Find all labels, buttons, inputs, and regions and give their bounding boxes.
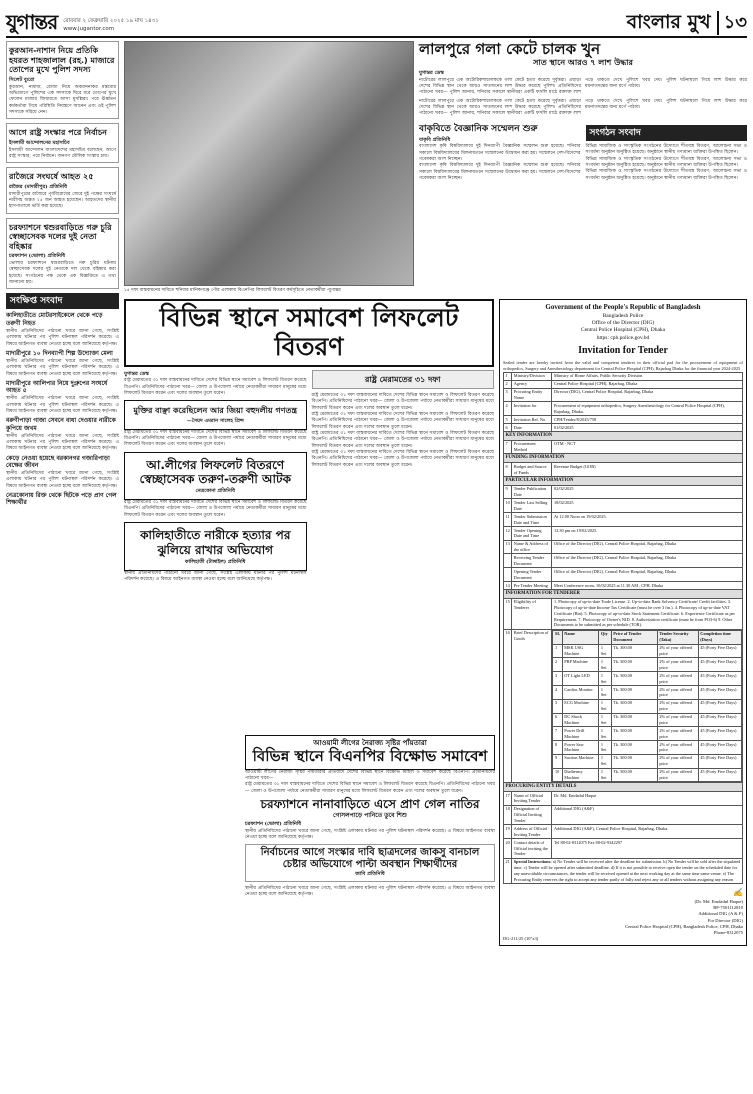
cell: 18	[504, 805, 512, 825]
kicker: আওয়ামী লীগের নৈরাজ্য সৃষ্টির পাঁয়তারা	[313, 739, 427, 747]
cell: 2% of your offered price	[657, 644, 698, 658]
photo-caption: ১৫ দফা বাস্তবায়নের দাবিতে শনিবার মানিকগঞ্জে পৌর এলাকায় বিএনপির লিফলেট বিতরণ কর্মসূচিতে নেতাকর্মীরা -যুগান্তর	[124, 288, 341, 293]
article-charfashion	[6, 218, 119, 290]
cell: 1 Set	[599, 741, 611, 755]
cell: CPH/Tender/8/2025/758	[552, 416, 743, 424]
cell: Name of Official Inviting Tender	[512, 792, 552, 806]
cell: 1. Photocopy of up-to-date Trade License. 2. Up-to-date Bank Solvency Certificate/ Credit facilities. 3. Photocopy of up-to-date Income Tax Certificate (must be over 3 fin.). 4. Photocopy of up-to-date VAT Certificate (Bin). 5. Photocopy of up-to-date Stock Statement Certificate. 6. Experience Certificate as per Requirement. 7. Photocopy of Owner's NID. 8. Authorization certificate (must be from PO3-6) 9. Other Documents to be submitted as per schedule (TOR).	[552, 598, 743, 629]
table-row	[553, 672, 742, 686]
banner-bnp-leaflet	[124, 299, 494, 367]
headline: আ.লীগের লিফলেট বিতরণে স্বেচ্ছাসেবক তরুণ-তরুণী আটক	[139, 457, 291, 487]
section-funding: FUNDING INFORMATION	[504, 454, 743, 463]
cell: Invitation for	[512, 402, 552, 416]
table-row	[504, 825, 743, 839]
headline: আগে রাষ্ট্র সংস্কার পরে নির্বাচন	[9, 128, 107, 138]
cell: Office of the Director (DIG), Central Police Hospital, Rajarbag, Dhaka	[552, 568, 743, 582]
table-row	[504, 372, 743, 380]
article-jakshu	[245, 844, 495, 882]
article-shahjalal	[6, 41, 119, 119]
brief-body: স্থানীয় প্রতিনিধিদের পাঠানো খবরে জানা গেছে, সংশ্লিষ্ট এলাকায় ঘটনার পর পুলিশ ঘটনাস্থল পরিদর্শন করেছে। এ বিষয়ে আইনগত ব্যবস্থা নেওয়া হচ্ছে বলে জানিয়েছে কর্তৃপক্ষ।	[6, 328, 119, 347]
article-body: নাটোরের লালপুরে এক অটোরিকশাচালককে গলা কেটে হত্যা করেছে দুর্বৃত্তরা। এছাড়া দেশের বিভিন্ন স্থান থেকে আরও সাতজনের লাশ উদ্ধার করেছে পুলিশ। প্রতিনিধিদের পাঠানো খবর— পুলিশ জানায়, শনিবার সকালে স্থানীয়রা একটি ফসলি মাঠে রক্তাক্ত লাশ পড়ে থাকতে দেখে পুলিশে খবর দেয়। পুলিশ ঘটনাস্থলে গিয়ে লাশ উদ্ধার করে ময়নাতদন্তের জন্য মর্গে পাঠায়।	[419, 98, 747, 117]
article-body: স্থানীয় প্রতিনিধিদের পাঠানো খবরে জানা গেছে, সংশ্লিষ্ট এলাকায় ঘটনার পর পুলিশ ঘটনাস্থল পরিদর্শন করেছে। এ বিষয়ে আইনগত ব্যবস্থা নেওয়া হচ্ছে বলে জানিয়েছে কর্তৃপক্ষ।	[124, 570, 307, 582]
table-row	[504, 440, 743, 454]
cell: 1 Set	[599, 658, 611, 672]
masthead	[6, 4, 747, 38]
cell: Tk. 300.00	[611, 768, 657, 782]
cell	[552, 629, 743, 783]
cell: 21	[504, 858, 512, 883]
cell: 45 (Forty Five Days)	[698, 754, 741, 768]
headline: কালিহাতীতে নারীকে হত্যার পর ঝুলিয়ে রাখার অভিযোগ	[140, 528, 291, 557]
lead-photo	[124, 41, 414, 286]
signatory-name: (Dr. Md. Emdadul Haque)	[694, 898, 743, 904]
table-row	[504, 380, 743, 388]
tender-dept: Bangladesh Police	[602, 312, 644, 319]
headline: রাজৈরে সংঘর্ষে আহত ২৫	[9, 172, 94, 182]
cell: Procurement Method	[512, 440, 552, 454]
table-row	[504, 568, 743, 582]
goods-header: Qty	[599, 630, 611, 644]
cell: 4	[553, 685, 562, 699]
cell: Tender Submission Date and Time	[512, 513, 552, 527]
cell: 9	[504, 485, 512, 499]
cell: 45 (Forty Five Days)	[698, 713, 741, 727]
article-body: রাষ্ট্র মেরামতের ৩১ দফা বাস্তবায়নের দাবিতে দেশের বিভিন্ন স্থানে সমাবেশ ও লিফলেট বিতরণ করেছে বিএনপি। প্রতিনিধিদের পাঠানো খবর— জেলা ও উপজেলা পর্যায়ে নেতাকর্মীরা সাধারণ মানুষের মধ্যে লিফলেট বিতরণ করেন এবং দলের অবস্থান তুলে ধরেন।	[245, 782, 495, 794]
article-body: রাষ্ট্র মেরামতের ৩১ দফা বাস্তবায়নের দাবিতে দেশের বিভিন্ন স্থানে সমাবেশ ও লিফলেট বিতরণ করেছে বিএনপি। প্রতিনিধিদের পাঠানো খবর— জেলা ও উপজেলা পর্যায়ে নেতাকর্মীরা সাধারণ মানুষের মধ্যে লিফলেট বিতরণ করেন এবং দলের অবস্থান তুলে ধরেন।	[311, 450, 494, 468]
goods-header: Price of Tender Document	[611, 630, 657, 644]
article-body: স্থানীয় প্রতিনিধিদের পাঠানো খবরে জানা গেছে, সংশ্লিষ্ট এলাকায় ঘটনার পর পুলিশ ঘটনাস্থল পরিদর্শন করেছে। এ বিষয়ে আইনগত ব্যবস্থা নেওয়া হচ্ছে বলে জানিয়েছে কর্তৃপক্ষ।	[245, 886, 495, 898]
cell: 2	[504, 380, 512, 388]
article-body: বাংলাদেশ কৃষি বিশ্ববিদ্যালয়ে দুই দিনব্যাপী বৈজ্ঞানিক সম্মেলন শুরু হয়েছে। শনিবার সকালে বিশ্ববিদ্যালয়ের মিলনায়তনে সম্মেলনের উদ্বোধন করা হয়। সম্মেলনে দেশ-বিদেশের গবেষকরা অংশ নিচ্ছেন।	[419, 163, 581, 181]
cell: Tk. 300.00	[611, 658, 657, 672]
brief-body: স্থানীয় প্রতিনিধিদের পাঠানো খবরে জানা গেছে, সংশ্লিষ্ট এলাকায় ঘটনার পর পুলিশ ঘটনাস্থল পরিদর্শন করেছে। এ বিষয়ে আইনগত ব্যবস্থা নেওয়া হচ্ছে বলে জানিয়েছে কর্তৃপক্ষ।	[6, 396, 119, 415]
tender-notice	[499, 299, 747, 946]
byline: সিলেট ব্যুরো	[9, 76, 35, 83]
table-row	[553, 768, 742, 782]
cell: 7	[553, 727, 562, 741]
section-title: বাংলার মুখ	[626, 11, 711, 34]
cell: Additional DIG (A&F)	[552, 805, 743, 825]
masthead-info	[63, 18, 626, 36]
cell: Meet Conference room, 10/02/2025 at 11.30 AM , CPH, Dhaka	[552, 582, 743, 590]
cell: 16	[504, 629, 512, 783]
brief-headline: মাদারীপুরে আলিপার নিয়ে দুগ্রুপের সংঘর্ষে আহত ৫	[6, 380, 108, 395]
headline-charfashion-child: চরফ্যাশনে নানাবাড়িতে এসে প্রাণ গেল নাতির	[260, 797, 480, 811]
cell: 2% of your offered price	[657, 685, 698, 699]
banner-bnp-protest	[245, 735, 495, 770]
ad-code: DG-211/25 (10"x3)	[503, 936, 539, 942]
brief-body: স্থানীয় প্রতিনিধিদের পাঠানো খবরে জানা গেছে, সংশ্লিষ্ট এলাকায় ঘটনার পর পুলিশ ঘটনাস্থল পরিদর্শন করেছে। এ বিষয়ে আইনগত ব্যবস্থা নেওয়া হচ্ছে বলে জানিয়েছে কর্তৃপক্ষ।	[6, 359, 119, 377]
quote-author: —সৈয়দ এমরান সালেহ প্রিন্স	[186, 417, 244, 424]
headline: লালপুরে গলা কেটে চালক খুন	[419, 40, 601, 58]
cell: MSK USG Machine	[562, 644, 599, 658]
cell: 17	[504, 792, 512, 806]
table-row	[553, 644, 742, 658]
box-headline: রাষ্ট্র মেরামতের ৩১ দফা	[365, 374, 441, 384]
table-row	[504, 402, 743, 416]
headline: কুরআন-নাশান নিয়ে প্রতিকি হযরত শাহজালাল (রহ.) মাজারে তোপের মুখে পুলিশ সদস্য	[9, 46, 115, 75]
article-sanskar	[6, 123, 119, 163]
brief-news-title: সংক্ষিপ্ত সংবাদ	[6, 293, 119, 309]
article-body: রাষ্ট্র মেরামতের ৩১ দফা বাস্তবায়নের দাবিতে দেশের বিভিন্ন স্থানে সমাবেশ ও লিফলেট বিতরণ করেছে বিএনপি। প্রতিনিধিদের পাঠানো খবর— জেলা ও উপজেলা পর্যায়ে নেতাকর্মীরা সাধারণ মানুষের মধ্যে লিফলেট বিতরণ করেন এবং দলের অবস্থান তুলে ধরেন।	[124, 500, 307, 518]
cell: 45 (Forty Five Days)	[698, 644, 741, 658]
cell: Cardiac Monitor	[562, 685, 599, 699]
cell: 45 (Forty Five Days)	[698, 741, 741, 755]
table-row	[504, 554, 743, 568]
cell: Director (DIG), Central Police Hospital, Rajarbag, Dhaka	[552, 388, 743, 402]
cell: 6	[504, 424, 512, 432]
goods-header: Tender Security (Taka)	[657, 630, 698, 644]
byline: যুগান্তর ডেস্ক	[124, 370, 149, 377]
article-body: বিভিন্ন সামাজিক ও সাংস্কৃতিক সংগঠনের উদ্যোগে শীতবস্ত্র বিতরণ, আলোচনা সভা ও সংবর্ধনা অনুষ্ঠান অনুষ্ঠিত হয়েছে। অনুষ্ঠানে স্থানীয় গণ্যমান্য ব্যক্তিরা উপস্থিত ছিলেন।	[585, 169, 747, 181]
cell: 15	[504, 598, 512, 629]
tender-website[interactable]: https: cph.police.gov.bd	[596, 334, 650, 341]
section-tenderer: INFORMATION FOR TENDERER	[504, 590, 743, 599]
table-row	[504, 805, 743, 825]
cell: Tk. 300.00	[611, 754, 657, 768]
cell: 12	[504, 526, 512, 540]
left-column	[6, 41, 119, 946]
table-row	[504, 526, 743, 540]
cell: 4	[504, 402, 512, 416]
cell: Tender Last Selling Date	[512, 499, 552, 513]
table-row	[553, 741, 742, 755]
cell: 12.30 pm on 19/02/2025.	[552, 526, 743, 540]
cell: Power Saw Machine	[562, 741, 599, 755]
cell: Pre Tender Meeting	[512, 582, 552, 590]
cell: 02/02/2025	[552, 485, 743, 499]
organization-news	[586, 122, 748, 183]
cell: PRP Machine	[562, 658, 599, 672]
cell: 1 Set	[599, 768, 611, 782]
article-body: রাষ্ট্র মেরামতের ৩১ দফা বাস্তবায়নের দাবিতে দেশের বিভিন্ন স্থানে সমাবেশ ও লিফলেট বিতরণ করেছে বিএনপি। প্রতিনিধিদের পাঠানো খবর— জেলা ও উপজেলা পর্যায়ে নেতাকর্মীরা সাধারণ মানুষের মধ্যে লিফলেট বিতরণ করেন এবং দলের অবস্থান তুলে ধরেন।	[311, 412, 494, 430]
cell: Budget and Source of Funds	[512, 463, 552, 477]
issue-date: রোববার ২ ফেব্রুয়ারি ২০২৫ ১৯ মাঘ ১৪৩১	[63, 18, 159, 25]
cell: 1	[553, 644, 562, 658]
section-particular: PARTICULAR INFORMATION	[504, 476, 743, 485]
cell: 2% of your offered price	[657, 741, 698, 755]
cell	[512, 858, 743, 883]
signatory-title: Additional DIG (A & F)	[698, 911, 743, 917]
cell: 01/02/2025	[552, 424, 743, 432]
box-31-points	[312, 370, 495, 390]
cell: 5	[553, 699, 562, 713]
tender-title: Invitation for Tender	[578, 345, 668, 357]
article-bau	[419, 122, 581, 183]
cell: 45 (Forty Five Days)	[698, 768, 741, 782]
article-body: রাষ্ট্র মেরামতের ৩১ দফা বাস্তবায়নের দাবিতে দেশের বিভিন্ন স্থানে সমাবেশ ও লিফলেট বিতরণ করেছে বিএনপি। প্রতিনিধিদের পাঠানো খবর— জেলা ও উপজেলা পর্যায়ে নেতাকর্মীরা সাধারণ মানুষের মধ্যে লিফলেট বিতরণ করেন এবং দলের অবস্থান তুলে ধরেন।	[124, 378, 307, 396]
special-instructions: a) No Tender will be received after the deadline for submission. b) No Tender will be sold after the stipulated time. c) Tender will be opened after submitted deadline. d) If it is not possible to receive open the tender on the scheduled date for any unavoidable circumstances, the tender will be received opened at the next working day at the same time same venue. e) The Procuring Entity reserves the right to accept any tender partly of fully and reject any or all tenders without assigning any reason	[513, 859, 741, 882]
article-body: স্থানীয় প্রতিনিধিদের পাঠানো খবরে জানা গেছে, সংশ্লিষ্ট এলাকায় ঘটনার পর পুলিশ ঘটনাস্থল পরিদর্শন করেছে। এ বিষয়ে আইনগত ব্যবস্থা নেওয়া হচ্ছে বলে জানিয়েছে কর্তৃপক্ষ।	[245, 828, 495, 840]
cell: 8	[553, 741, 562, 755]
cell: Name & Address of the office	[512, 540, 552, 554]
page-number: ১৩	[717, 11, 747, 35]
cell: 45 (Forty Five Days)	[698, 658, 741, 672]
article-body: নাটোরের লালপুরে এক অটোরিকশাচালককে গলা কেটে হত্যা করেছে দুর্বৃত্তরা। এছাড়া দেশের বিভিন্ন স্থান থেকে আরও সাতজনের লাশ উদ্ধার করেছে পুলিশ। প্রতিনিধিদের পাঠানো খবর— পুলিশ জানায়, শনিবার সকালে স্থানীয়রা একটি ফসলি মাঠে রক্তাক্ত লাশ পড়ে থাকতে দেখে পুলিশে খবর দেয়। পুলিশ ঘটনাস্থলে গিয়ে লাশ উদ্ধার করে ময়নাতদন্তের জন্য মর্গে পাঠায়।	[419, 77, 747, 96]
cell: Revenue Budget (GOB)	[552, 463, 743, 477]
table-row	[504, 485, 743, 499]
table-row	[553, 713, 742, 727]
cell: Diathermy Machine	[562, 768, 599, 782]
cell: Tk. 300.00	[611, 727, 657, 741]
cell: Ministry of Home Affairs, Public Security Division	[552, 372, 743, 380]
cell: 45 (Forty Five Days)	[698, 699, 741, 713]
byline: চরফ্যাশন (ভোলা) প্রতিনিধি	[9, 253, 66, 260]
cell	[504, 554, 512, 568]
article-body: রাষ্ট্র মেরামতের ৩১ দফা বাস্তবায়নের দাবিতে দেশের বিভিন্ন স্থানে সমাবেশ ও লিফলেট বিতরণ করেছে বিএনপি। প্রতিনিধিদের পাঠানো খবর— জেলা ও উপজেলা পর্যায়ে নেতাকর্মীরা সাধারণ মানুষের মধ্যে লিফলেট বিতরণ করেন এবং দলের অবস্থান তুলে ধরেন।	[124, 429, 307, 448]
signatory-office: Central Police Hospital (CPH), Bangladesh Police, CPH, Dhaka	[625, 923, 743, 929]
cell: 9	[553, 754, 562, 768]
cell: 1 Set	[599, 672, 611, 686]
article-body: ভোলার চরফ্যাশনে শ্বশুরবাড়িতে গরু চুরির ঘটনায় স্বেচ্ছাসেবক দলের দুই নেতাকে দল থেকে বহিষ্কার করা হয়েছে। সংগঠনের পক্ষ থেকে এক বিজ্ঞপ্তিতে এ তথ্য জানানো হয়।	[9, 261, 116, 286]
table-row	[504, 540, 743, 554]
brief-headline: নেত্রকোনায় রিক্ত থেকে ছিটকে পড়ে প্রাণ গেল শিক্ষার্থীর	[6, 492, 117, 507]
section-procuring: PROCURING ENTITY DETAILS	[504, 783, 743, 792]
byline: যুগান্তর ডেস্ক	[419, 70, 444, 77]
cell: Office of the Director (DIG), Central Police Hospital, Rajarbag, Dhaka	[552, 554, 743, 568]
headline: নির্বাচনের আগে সংস্কার দাবি ছাত্রদলের জাকসু বানচাল চেষ্টার অভিযোগে পাল্টা অবস্থান শিক্ষার্থীদের	[260, 847, 480, 870]
cell: 2% of your offered price	[657, 768, 698, 782]
cell: 2% of your offered price	[657, 699, 698, 713]
article-body: রাষ্ট্র মেরামতের ৩১ দফা বাস্তবায়নের দাবিতে দেশের বিভিন্ন স্থানে সমাবেশ ও লিফলেট বিতরণ করেছে বিএনপি। প্রতিনিধিদের পাঠানো খবর— জেলা ও উপজেলা পর্যায়ে নেতাকর্মীরা সাধারণ মানুষের মধ্যে লিফলেট বিতরণ করেন এবং দলের অবস্থান তুলে ধরেন।	[311, 393, 494, 411]
table-row	[553, 658, 742, 672]
table-row	[504, 513, 743, 527]
subheadline: সাত স্থানে আরও ৭ লাশ উদ্ধার	[533, 58, 633, 68]
brief-headline: বরুণীপাড়া গাজা সেবনে বাধা দেওয়ার নারীকে কুপিয়ে জখম	[6, 417, 116, 432]
table-row	[504, 598, 743, 629]
table-row	[553, 754, 742, 768]
signatory-id: BP-7501112810	[713, 905, 743, 911]
article-body: মাদারীপুরের রাজৈরে পূর্ববিরোধের জেরে দুই পক্ষের সংঘর্ষে নারীসহ অন্তত ২৫ জন আহত হয়েছেন। আহতদের স্থানীয় হাসপাতালে ভর্তি করা হয়েছে।	[9, 191, 116, 210]
organization-news-title: সংগঠন সংবাদ	[586, 125, 748, 141]
cell: 7	[504, 440, 512, 454]
article-body: বিভিন্ন সামাজিক ও সাংস্কৃতিক সংগঠনের উদ্যোগে শীতবস্ত্র বিতরণ, আলোচনা সভা ও সংবর্ধনা অনুষ্ঠান অনুষ্ঠিত হয়েছে। অনুষ্ঠানে স্থানীয় গণ্যমান্য ব্যক্তিরা উপস্থিত ছিলেন।	[585, 156, 747, 168]
article-body: রাষ্ট্র মেরামতের ৩১ দফা বাস্তবায়নের দাবিতে দেশের বিভিন্ন স্থানে সমাবেশ ও লিফলেট বিতরণ করেছে বিএনপি। প্রতিনিধিদের পাঠানো খবর— জেলা ও উপজেলা পর্যায়ে নেতাকর্মীরা সাধারণ মানুষের মধ্যে লিফলেট বিতরণ করেন এবং দলের অবস্থান তুলে ধরেন।	[311, 431, 494, 449]
cell: 19	[504, 825, 512, 839]
cell: 5	[504, 416, 512, 424]
cell: Suction Machine	[562, 754, 599, 768]
cell: 1 Set	[599, 713, 611, 727]
cell: Opening Tender Document	[512, 568, 552, 582]
cell: Tk. 300.00	[611, 713, 657, 727]
table-row	[504, 839, 743, 859]
newspaper-logo: যুগান্তর	[6, 10, 58, 34]
article-body: বিভিন্ন সামাজিক ও সাংস্কৃতিক সংগঠনের উদ্যোগে শীতবস্ত্র বিতরণ, আলোচনা সভা ও সংবর্ধনা অনুষ্ঠান অনুষ্ঠিত হয়েছে। অনুষ্ঠানে স্থানীয় গণ্যমান্য ব্যক্তিরা উপস্থিত ছিলেন।	[585, 143, 747, 156]
cell: Tender Publication Date	[512, 485, 552, 499]
goods-table	[552, 630, 742, 783]
tender-table	[503, 372, 743, 885]
cell: Ministry/Division	[512, 372, 552, 380]
cell: 11	[504, 513, 512, 527]
table-row	[504, 792, 743, 806]
cell: 10	[504, 499, 512, 513]
cell: Address of Official Inviting Tender	[512, 825, 552, 839]
cell: 2% of your offered price	[657, 713, 698, 727]
cell: Power Drill Machine	[562, 727, 599, 741]
quote-box	[124, 400, 307, 429]
headline: চরফ্যাশনে শ্বশুরবাড়িতে গরু চুরি স্বেচ্ছাসেবক দলের দুই নেতা বহিষ্কার	[9, 222, 112, 251]
special-label: Special Instructions:	[513, 859, 552, 865]
cell: 2% of your offered price	[657, 754, 698, 768]
cell: 18/02/2025	[552, 499, 743, 513]
subheadline: গোসলপাড়ে পানিতে ডুবে শিশু	[333, 811, 407, 819]
cell: 2% of your offered price	[657, 658, 698, 672]
cell: 45 (Forty Five Days)	[698, 685, 741, 699]
brief-body: স্থানীয় প্রতিনিধিদের পাঠানো খবরে জানা গেছে, সংশ্লিষ্ট এলাকায় ঘটনার পর পুলিশ ঘটনাস্থল পরিদর্শন করেছে। এ বিষয়ে আইনগত ব্যবস্থা নেওয়া হচ্ছে বলে জানিয়েছে কর্তৃপক্ষ।	[6, 471, 119, 489]
signature-block	[503, 888, 743, 936]
cell: 1	[504, 372, 512, 380]
cell: At 12.00 Noon on 19/02/2025.	[552, 513, 743, 527]
table-row	[504, 582, 743, 590]
cell: Central Police Hospital (CPH), Rajarbag, Dhaka	[552, 380, 743, 388]
cell: Invitation Ref. No.	[512, 416, 552, 424]
website-link[interactable]: www.jugantor.com	[63, 25, 115, 32]
cell: 1 Set	[599, 699, 611, 713]
cell: 13	[504, 540, 512, 554]
cell: 10	[553, 768, 562, 782]
cell: Tk. 300.00	[611, 685, 657, 699]
brief-headline: কেড়ে নেওয়া হয়েছে বরকানগর গজারিপাড়া বেক্ষের জীবন	[6, 454, 110, 469]
cell: 45 (Forty Five Days)	[698, 727, 741, 741]
table-row	[504, 629, 743, 783]
cell: Tk. 300.00	[611, 699, 657, 713]
brief-headline: কালিহাতীতে মোটরসাইকেলে থেকে পড়ে তরুণী নিহত	[6, 312, 103, 327]
cell: Date	[512, 424, 552, 432]
table-row	[504, 499, 743, 513]
cell: Additional DIG (A&F), Central Police Hospital, Rajarbag, Dhaka.	[552, 825, 743, 839]
table-row	[553, 699, 742, 713]
cell: Receiving Tender Document	[512, 554, 552, 568]
brief-headline: মাদারীপুরে ১০ দিনব্যাপী শিল্প উদ্যোক্তা মেলা	[6, 349, 113, 357]
cell: Tk. 300.00	[611, 644, 657, 658]
cell: 20	[504, 839, 512, 859]
cell: DC Shock Machine	[562, 713, 599, 727]
byline: কালিহাতী (টাঙ্গাইল) প্রতিনিধি	[185, 558, 246, 565]
article-body: ইসলামী আন্দোলন বাংলাদেশের মহাসচিব বলেছেন, আগে রাষ্ট্র সংস্কার, পরে নির্বাচন। জনগণ মৌলিক সংস্কার চায়।	[9, 147, 116, 159]
cell: 3	[553, 672, 562, 686]
goods-header: SL	[553, 630, 562, 644]
brief-news-list	[6, 312, 119, 506]
cell: Dr. Md. Emdadul Haque	[552, 792, 743, 806]
cell: 1 Set	[599, 754, 611, 768]
cell: Tel 88-02-8312075 Fax 88-02-9342297	[552, 839, 743, 859]
cell: Eligibility of Tenderer	[512, 598, 552, 629]
goods-header: Completion time (Days)	[698, 630, 741, 644]
article-rajoir	[6, 167, 119, 213]
cell: Designation of Official Inviting Tender	[512, 805, 552, 825]
tender-hospital: Central Police Hospital (CPH), Dhaka	[580, 327, 666, 334]
cell: Tender Opening Date and Time	[512, 526, 552, 540]
cell: Office of the Director (DIG), Central Police Hospital, Rajarbag, Dhaka	[552, 540, 743, 554]
goods-header: Name	[562, 630, 599, 644]
byline: ইসলামী আন্দোলনের মহাসচিব	[9, 139, 70, 146]
cell: 1 Set	[599, 685, 611, 699]
byline: নেত্রকোনা প্রতিনিধি	[195, 488, 235, 495]
byline: চরফ্যাশন (ভোলা) প্রতিনিধি	[245, 820, 302, 827]
cell: Agency	[512, 380, 552, 388]
article-body: বাংলাদেশ কৃষি বিশ্ববিদ্যালয়ে দুই দিনব্যাপী বৈজ্ঞানিক সম্মেলন শুরু হয়েছে। শনিবার সকালে বিশ্ববিদ্যালয়ের মিলনায়তনে সম্মেলনের উদ্বোধন করা হয়। সম্মেলনে দেশ-বিদেশের গবেষকরা অংশ নিচ্ছেন।	[419, 144, 581, 162]
tender-intro: Sealed tender are hereby invited from the valid and competent tenderer in their official pad for the procurement of equipment of orthopedics, Surgery and Anesthesiology department for Central Police Hospital (CPH), Rajarbag Dhaka for the financial year 2024-2025	[503, 359, 743, 371]
section-key: KEY INFORMATION	[504, 432, 743, 441]
cell: Brief Description of Goods	[512, 629, 552, 783]
signature-mark: ✍	[733, 888, 743, 898]
cell: OTM - NCT	[552, 440, 743, 454]
cell: Tk. 300.00	[611, 741, 657, 755]
table-row	[504, 388, 743, 402]
table-row	[504, 416, 743, 424]
table-row	[504, 424, 743, 432]
cell: 2	[553, 658, 562, 672]
banner-headline: বিভিন্ন স্থানে বিএনপির বিক্ষোভ সমাবেশ	[252, 747, 488, 766]
cell: Procuring Entity Name	[512, 388, 552, 402]
banner-headline: বিভিন্ন স্থানে সমাবেশ লিফলেট বিতরণ	[159, 303, 459, 361]
article-lalpur	[419, 41, 747, 297]
headline: বাকৃবিতে বৈজ্ঞানিক সম্মেলন শুরু	[419, 123, 538, 134]
article-kalihati	[124, 522, 307, 571]
cell: ECG Machine	[562, 699, 599, 713]
middle-lower-block	[245, 735, 495, 899]
cell: 45 (Forty Five Days)	[698, 672, 741, 686]
table-row	[504, 858, 743, 883]
signatory-phone: Phone-8312075	[713, 929, 743, 935]
tender-government: Government of the People's Republic of Bangladesh	[545, 303, 701, 312]
byline: বাকৃবি প্রতিনিধি	[419, 136, 451, 143]
table-row	[553, 727, 742, 741]
cell: 3	[504, 388, 512, 402]
cell: 2% of your offered price	[657, 727, 698, 741]
cell: 6	[553, 713, 562, 727]
article-awami-leaflet	[124, 452, 307, 501]
quote-headline: মুক্তির বাঞ্ছা করেছিলেন আর জিয়া বহুদলীয় গণতন্ত্র	[133, 406, 298, 416]
article-body: আওয়ামী লীগের নৈরাজ্য সৃষ্টির পাঁয়তারার প্রতিবাদে দেশের বিভিন্ন স্থানে বিক্ষোভ মিছিল ও সমাবেশ করেছে বিএনপি। প্রতিনিধিদের পাঠানো খবর—	[245, 769, 495, 782]
cell: 2% of your offered price	[657, 672, 698, 686]
cell: 1 Set	[599, 644, 611, 658]
cell: Tk. 300.00	[611, 672, 657, 686]
brief-body: স্থানীয় প্রতিনিধিদের পাঠানো খবরে জানা গেছে, সংশ্লিষ্ট এলাকায় ঘটনার পর পুলিশ ঘটনাস্থল পরিদর্শন করেছে। এ বিষয়ে আইনগত ব্যবস্থা নেওয়া হচ্ছে বলে জানিয়েছে কর্তৃপক্ষ।	[6, 433, 119, 452]
cell	[504, 568, 512, 582]
cell: 8	[504, 463, 512, 477]
signatory-for: For Director (DIG)	[707, 917, 743, 923]
tender-office: Office of the Director (DIG)	[591, 319, 655, 326]
table-row	[504, 463, 743, 477]
cell: 14	[505, 582, 510, 588]
cell: 1 Set	[599, 727, 611, 741]
table-row	[553, 685, 742, 699]
cell: Procurement of equipment orthopedics, Surgery Anesthesiology for Central Police Hospital (CPH), Rajarbag, Dhaka.	[552, 402, 743, 416]
article-body: কুরআন, নামাজ, রোজা নিয়ে অবমাননাকর মন্তব্যের অভিযোগে পুলিশের এক সদস্যকে ঘিরে ধরে তোপের মুখে ফেলেন মাজার জিয়ারতে আসা মুসল্লিরা। পরে ঊর্ধ্বতন কর্মকর্তারা গিয়ে পরিস্থিতি নিয়ন্ত্রণে আনেন এবং ওই পুলিশ সদস্যকে সরিয়ে নেন।	[9, 84, 116, 115]
cell: Contact details of Official inviting the Tender	[512, 839, 552, 859]
cell: OT Light LED	[562, 672, 599, 686]
byline: রাজৈর (মাদারীপুর) প্রতিনিধি	[9, 183, 67, 190]
byline: জাবি প্রতিনিধি	[355, 871, 385, 878]
